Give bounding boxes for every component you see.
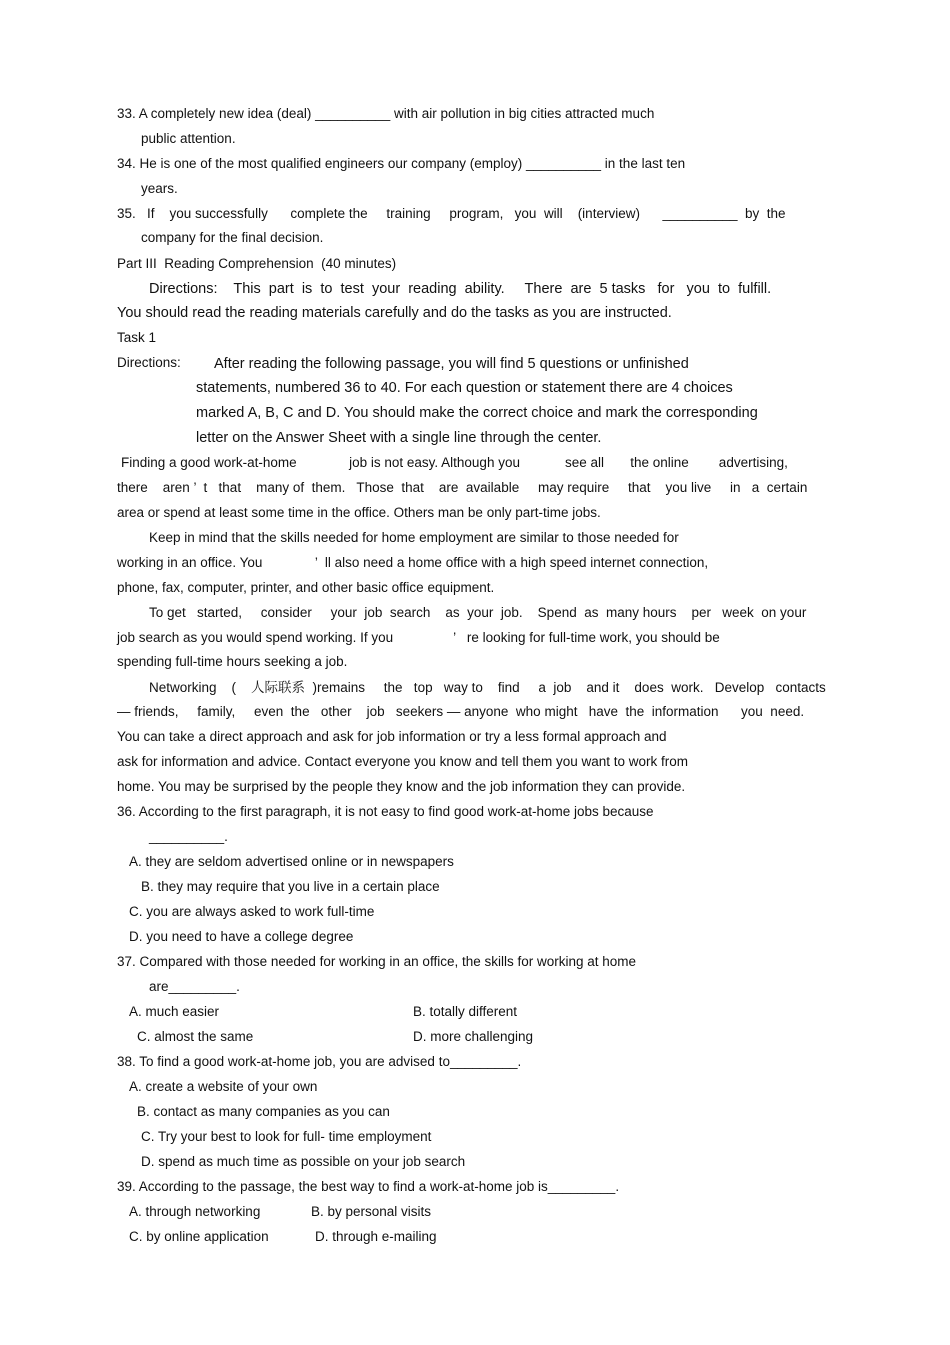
q36-blank: __________. [149, 829, 228, 844]
q36-option-d: D. you need to have a college degree [129, 929, 354, 944]
q36-stem: 36. According to the first paragraph, it is not easy to find good work-at-home jobs because [117, 804, 654, 819]
task1-directions-label: Directions: [117, 355, 181, 370]
passage-p1-line: Finding a good work-at-home job is not easy. Although you see all the online advertising, [121, 455, 788, 470]
q33-line2: public attention. [141, 131, 236, 146]
q36-option-b: B. they may require that you live in a certain place [141, 879, 440, 894]
passage-p4-line: You can take a direct approach and ask for job information or try a less formal approach and [117, 729, 667, 744]
passage-p1-line: area or spend at least some time in the office. Others man be only part-time jobs. [117, 505, 601, 520]
q37-option-b: B. totally different [413, 1004, 518, 1019]
passage-p4-line: home. You may be surprised by the people they know and the job information they can provide. [117, 779, 686, 794]
q36-option-a: A. they are seldom advertised online or in newspapers [129, 854, 454, 869]
q38-option-b: B. contact as many companies as you can [137, 1104, 390, 1119]
q38-option-a: A. create a website of your own [129, 1079, 318, 1094]
task1-title: Task 1 [117, 330, 157, 345]
q39-option-b: B. by personal visits [311, 1204, 432, 1219]
passage-p2-line: phone, fax, computer, printer, and other basic office equipment. [117, 580, 495, 595]
part3-directions-line2: You should read the reading materials carefully and do the tasks as you are instructed. [117, 305, 672, 321]
passage-p3-line: To get started, consider your job search as your job. Spend as many hours per week on your [149, 605, 807, 620]
passage-p3-line: job search as you would spend working. If you ’ re looking for full-time work, you should be [117, 630, 720, 645]
q37-stem: 37. Compared with those needed for working in an office, the skills for working at home [117, 954, 637, 969]
passage-p3-line: spending full-time hours seeking a job. [117, 654, 348, 669]
q37-option-d: D. more challenging [413, 1029, 534, 1044]
q34-line2: years. [141, 181, 178, 196]
part3-directions-line1: Directions: This part is to test your reading ability. There are 5 tasks for you to fulfill. [149, 281, 772, 297]
q39-option-a: A. through networking [129, 1204, 261, 1219]
passage-p4-line: ask for information and advice. Contact everyone you know and tell them you want to work from [117, 754, 689, 769]
q39-option-d: D. through e-mailing [315, 1229, 437, 1244]
passage-p2-line: working in an office. You ’ ll also need a home office with a high speed internet connection, [117, 555, 709, 570]
q35-line2: company for the final decision. [141, 230, 324, 245]
q37-blank: are_________. [149, 979, 240, 994]
q36-option-c: C. you are always asked to work full-time [129, 904, 375, 919]
q35-line1: 35. If you successfully complete the training program, you will (interview) __________ by the [117, 206, 786, 221]
q33-line1: 33. A completely new idea (deal) __________ with air pollution in big cities attracted much [117, 106, 655, 121]
q38-option-c: C. Try your best to look for full- time employment [141, 1129, 432, 1144]
task1-directions-line: marked A, B, C and D. You should make the correct choice and mark the corresponding [196, 405, 758, 421]
passage-p2-line: Keep in mind that the skills needed for home employment are similar to those needed for [149, 530, 679, 545]
passage-p4-line: Networking ( 人际联系 )remains the top way to find a job and it does work. Develop contacts [149, 680, 826, 695]
task1-directions-line: After reading the following passage, you will find 5 questions or unfinished [214, 356, 689, 372]
part3-heading: Part III Reading Comprehension (40 minutes) [117, 256, 397, 271]
passage-p4-line: — friends, family, even the other job seekers — anyone who might have the information you need. [117, 704, 805, 719]
q34-line1: 34. He is one of the most qualified engineers our company (employ) __________ in the last ten [117, 156, 686, 171]
passage-p1-line: there aren ’ t that many of them. Those that are available may require that you live in a certain [117, 480, 808, 495]
task1-directions-line: statements, numbered 36 to 40. For each question or statement there are 4 choices [196, 380, 733, 396]
q39-stem: 39. According to the passage, the best way to find a work-at-home job is_________. [117, 1179, 620, 1194]
q37-option-c: C. almost the same [137, 1029, 254, 1044]
q39-option-c: C. by online application [129, 1229, 269, 1244]
task1-directions-line: letter on the Answer Sheet with a single line through the center. [196, 430, 602, 446]
q38-stem: 38. To find a good work-at-home job, you are advised to_________. [117, 1054, 522, 1069]
q37-option-a: A. much easier [129, 1004, 220, 1019]
q38-option-d: D. spend as much time as possible on your job search [141, 1154, 466, 1169]
